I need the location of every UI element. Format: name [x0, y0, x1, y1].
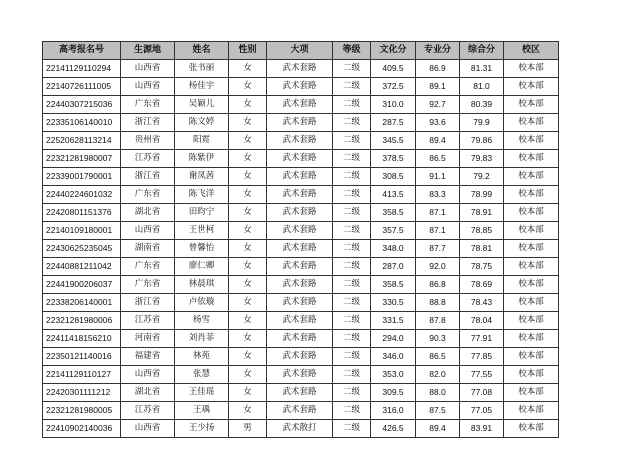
cell-gender: 女	[229, 150, 267, 168]
cell-composite-score: 77.05	[460, 402, 504, 420]
cell-specialty-score: 89.1	[416, 78, 460, 96]
table-row	[43, 78, 559, 96]
cell-event: 武术散打	[267, 420, 333, 438]
cell-event: 武术套路	[267, 402, 333, 420]
cell-campus: 校本部	[504, 96, 559, 114]
cell-level: 二级	[333, 384, 371, 402]
cell-origin-province: 江苏省	[121, 150, 175, 168]
cell-composite-score: 78.04	[460, 312, 504, 330]
table-row	[43, 168, 559, 186]
cell-composite-score: 79.83	[460, 150, 504, 168]
cell-origin-province: 山西省	[121, 78, 175, 96]
cell-gender: 女	[229, 258, 267, 276]
header-specialty-score: 专业分	[416, 42, 460, 60]
cell-origin-province: 贵州省	[121, 132, 175, 150]
cell-event: 武术套路	[267, 294, 333, 312]
cell-campus: 校本部	[504, 222, 559, 240]
cell-name: 张书丽	[175, 60, 229, 78]
cell-registration-number: 22321281980006	[43, 312, 121, 330]
cell-specialty-score: 87.7	[416, 240, 460, 258]
cell-name: 陈紫伊	[175, 150, 229, 168]
cell-campus: 校本部	[504, 348, 559, 366]
cell-name: 田昀宁	[175, 204, 229, 222]
admission-table	[42, 41, 559, 438]
cell-composite-score: 77.55	[460, 366, 504, 384]
cell-level: 二级	[333, 186, 371, 204]
cell-gender: 女	[229, 312, 267, 330]
cell-name: 张慧	[175, 366, 229, 384]
cell-academic-score: 358.5	[371, 204, 416, 222]
cell-level: 二级	[333, 222, 371, 240]
cell-origin-province: 广东省	[121, 276, 175, 294]
cell-gender: 女	[229, 168, 267, 186]
cell-origin-province: 浙江省	[121, 168, 175, 186]
cell-campus: 校本部	[504, 240, 559, 258]
cell-academic-score: 294.0	[371, 330, 416, 348]
cell-campus: 校本部	[504, 384, 559, 402]
cell-registration-number: 22420801151376	[43, 204, 121, 222]
cell-registration-number: 22440307215036	[43, 96, 121, 114]
cell-academic-score: 287.5	[371, 114, 416, 132]
cell-campus: 校本部	[504, 78, 559, 96]
cell-event: 武术套路	[267, 186, 333, 204]
cell-name: 吴颖儿	[175, 96, 229, 114]
cell-registration-number: 22440224601032	[43, 186, 121, 204]
cell-event: 武术套路	[267, 132, 333, 150]
cell-gender: 女	[229, 276, 267, 294]
cell-specialty-score: 87.1	[416, 222, 460, 240]
cell-level: 二级	[333, 312, 371, 330]
cell-name: 王佳瑶	[175, 384, 229, 402]
header-row	[43, 42, 559, 60]
cell-origin-province: 湖南省	[121, 240, 175, 258]
cell-event: 武术套路	[267, 222, 333, 240]
cell-registration-number: 22441900206037	[43, 276, 121, 294]
cell-specialty-score: 82.0	[416, 366, 460, 384]
cell-academic-score: 330.5	[371, 294, 416, 312]
cell-composite-score: 78.99	[460, 186, 504, 204]
cell-registration-number: 22420301111212	[43, 384, 121, 402]
cell-campus: 校本部	[504, 276, 559, 294]
cell-specialty-score: 86.5	[416, 348, 460, 366]
cell-academic-score: 346.0	[371, 348, 416, 366]
cell-origin-province: 广东省	[121, 258, 175, 276]
cell-level: 二级	[333, 78, 371, 96]
cell-gender: 女	[229, 384, 267, 402]
cell-registration-number: 22321281980005	[43, 402, 121, 420]
cell-gender: 女	[229, 186, 267, 204]
cell-campus: 校本部	[504, 168, 559, 186]
cell-event: 武术套路	[267, 258, 333, 276]
cell-academic-score: 357.5	[371, 222, 416, 240]
cell-composite-score: 79.9	[460, 114, 504, 132]
cell-gender: 女	[229, 240, 267, 258]
table-row	[43, 240, 559, 258]
table-row	[43, 186, 559, 204]
cell-composite-score: 77.91	[460, 330, 504, 348]
cell-name: 杨佳宇	[175, 78, 229, 96]
cell-name: 陈飞洋	[175, 186, 229, 204]
cell-origin-province: 福建省	[121, 348, 175, 366]
cell-academic-score: 331.5	[371, 312, 416, 330]
cell-origin-province: 浙江省	[121, 294, 175, 312]
cell-campus: 校本部	[504, 132, 559, 150]
cell-academic-score: 308.5	[371, 168, 416, 186]
cell-registration-number: 22440881211042	[43, 258, 121, 276]
cell-event: 武术套路	[267, 96, 333, 114]
cell-composite-score: 77.85	[460, 348, 504, 366]
cell-event: 武术套路	[267, 114, 333, 132]
cell-event: 武术套路	[267, 312, 333, 330]
cell-composite-score: 79.86	[460, 132, 504, 150]
cell-origin-province: 江苏省	[121, 312, 175, 330]
table-row	[43, 294, 559, 312]
cell-academic-score: 309.5	[371, 384, 416, 402]
cell-registration-number: 22140109180001	[43, 222, 121, 240]
cell-origin-province: 河南省	[121, 330, 175, 348]
cell-composite-score: 78.69	[460, 276, 504, 294]
cell-origin-province: 浙江省	[121, 114, 175, 132]
cell-gender: 女	[229, 402, 267, 420]
cell-origin-province: 山西省	[121, 222, 175, 240]
cell-name: 刘肖菲	[175, 330, 229, 348]
cell-campus: 校本部	[504, 366, 559, 384]
cell-event: 武术套路	[267, 276, 333, 294]
cell-event: 武术套路	[267, 384, 333, 402]
header-name: 姓名	[175, 42, 229, 60]
cell-level: 二级	[333, 204, 371, 222]
cell-specialty-score: 89.4	[416, 132, 460, 150]
table-row	[43, 132, 559, 150]
cell-specialty-score: 93.6	[416, 114, 460, 132]
table-row	[43, 402, 559, 420]
cell-origin-province: 江苏省	[121, 402, 175, 420]
header-campus: 校区	[504, 42, 559, 60]
cell-level: 二级	[333, 150, 371, 168]
cell-level: 二级	[333, 402, 371, 420]
cell-academic-score: 378.5	[371, 150, 416, 168]
cell-event: 武术套路	[267, 240, 333, 258]
cell-specialty-score: 86.9	[416, 60, 460, 78]
cell-event: 武术套路	[267, 78, 333, 96]
cell-name: 曾馨怡	[175, 240, 229, 258]
table-row	[43, 330, 559, 348]
cell-specialty-score: 87.5	[416, 402, 460, 420]
cell-academic-score: 316.0	[371, 402, 416, 420]
cell-specialty-score: 90.3	[416, 330, 460, 348]
cell-registration-number: 22141129110294	[43, 60, 121, 78]
cell-name: 王少扬	[175, 420, 229, 438]
cell-gender: 女	[229, 96, 267, 114]
cell-specialty-score: 86.5	[416, 150, 460, 168]
cell-specialty-score: 91.1	[416, 168, 460, 186]
cell-level: 二级	[333, 348, 371, 366]
cell-campus: 校本部	[504, 420, 559, 438]
cell-event: 武术套路	[267, 60, 333, 78]
cell-composite-score: 81.0	[460, 78, 504, 96]
cell-name: 林苑	[175, 348, 229, 366]
cell-composite-score: 78.81	[460, 240, 504, 258]
cell-campus: 校本部	[504, 402, 559, 420]
cell-event: 武术套路	[267, 348, 333, 366]
cell-registration-number: 22520628113214	[43, 132, 121, 150]
cell-gender: 女	[229, 114, 267, 132]
cell-campus: 校本部	[504, 258, 559, 276]
cell-event: 武术套路	[267, 330, 333, 348]
cell-composite-score: 78.43	[460, 294, 504, 312]
table-row	[43, 96, 559, 114]
cell-academic-score: 372.5	[371, 78, 416, 96]
cell-composite-score: 78.75	[460, 258, 504, 276]
table-row	[43, 276, 559, 294]
cell-level: 二级	[333, 294, 371, 312]
cell-origin-province: 山西省	[121, 60, 175, 78]
cell-registration-number: 22410902140036	[43, 420, 121, 438]
cell-name: 谢凤茜	[175, 168, 229, 186]
cell-level: 二级	[333, 132, 371, 150]
header-level: 等级	[333, 42, 371, 60]
cell-academic-score: 353.0	[371, 366, 416, 384]
table-row	[43, 114, 559, 132]
cell-specialty-score: 92.7	[416, 96, 460, 114]
cell-origin-province: 山西省	[121, 366, 175, 384]
table-row	[43, 384, 559, 402]
cell-name: 杨雪	[175, 312, 229, 330]
cell-level: 二级	[333, 366, 371, 384]
cell-specialty-score: 92.0	[416, 258, 460, 276]
cell-gender: 女	[229, 78, 267, 96]
cell-origin-province: 山西省	[121, 420, 175, 438]
header-origin-province: 生源地	[121, 42, 175, 60]
cell-registration-number: 22140726111005	[43, 78, 121, 96]
table-row	[43, 366, 559, 384]
cell-level: 二级	[333, 330, 371, 348]
cell-academic-score: 409.5	[371, 60, 416, 78]
cell-academic-score: 287.0	[371, 258, 416, 276]
cell-name: 王世柯	[175, 222, 229, 240]
table-row	[43, 312, 559, 330]
cell-event: 武术套路	[267, 168, 333, 186]
cell-specialty-score: 88.8	[416, 294, 460, 312]
header-academic-score: 文化分	[371, 42, 416, 60]
cell-level: 二级	[333, 96, 371, 114]
cell-campus: 校本部	[504, 204, 559, 222]
cell-specialty-score: 87.1	[416, 204, 460, 222]
cell-registration-number: 22350121140016	[43, 348, 121, 366]
cell-registration-number: 22141129110127	[43, 366, 121, 384]
cell-composite-score: 78.91	[460, 204, 504, 222]
cell-academic-score: 413.5	[371, 186, 416, 204]
cell-campus: 校本部	[504, 114, 559, 132]
cell-gender: 女	[229, 366, 267, 384]
table-row	[43, 222, 559, 240]
cell-composite-score: 83.91	[460, 420, 504, 438]
cell-campus: 校本部	[504, 312, 559, 330]
cell-level: 二级	[333, 276, 371, 294]
cell-event: 武术套路	[267, 366, 333, 384]
cell-academic-score: 310.0	[371, 96, 416, 114]
cell-composite-score: 81.31	[460, 60, 504, 78]
table-row	[43, 60, 559, 78]
cell-gender: 女	[229, 222, 267, 240]
cell-composite-score: 79.2	[460, 168, 504, 186]
table-row	[43, 204, 559, 222]
cell-level: 二级	[333, 420, 371, 438]
header-composite-score: 综合分	[460, 42, 504, 60]
cell-name: 林晨琪	[175, 276, 229, 294]
cell-origin-province: 广东省	[121, 186, 175, 204]
cell-gender: 女	[229, 294, 267, 312]
cell-registration-number: 22335106140010	[43, 114, 121, 132]
cell-composite-score: 77.08	[460, 384, 504, 402]
header-event: 大项	[267, 42, 333, 60]
cell-name: 阳霓	[175, 132, 229, 150]
cell-specialty-score: 87.8	[416, 312, 460, 330]
cell-composite-score: 78.85	[460, 222, 504, 240]
cell-academic-score: 358.5	[371, 276, 416, 294]
cell-origin-province: 湖北省	[121, 384, 175, 402]
table-row	[43, 258, 559, 276]
cell-campus: 校本部	[504, 186, 559, 204]
cell-event: 武术套路	[267, 150, 333, 168]
table-row	[43, 420, 559, 438]
cell-registration-number: 22411418156210	[43, 330, 121, 348]
cell-level: 二级	[333, 114, 371, 132]
header-gender: 性别	[229, 42, 267, 60]
cell-campus: 校本部	[504, 60, 559, 78]
table-row	[43, 348, 559, 366]
table-row	[43, 150, 559, 168]
cell-gender: 女	[229, 60, 267, 78]
cell-academic-score: 345.5	[371, 132, 416, 150]
cell-academic-score: 426.5	[371, 420, 416, 438]
cell-name: 陈文婷	[175, 114, 229, 132]
cell-name: 廖仁卿	[175, 258, 229, 276]
cell-gender: 女	[229, 204, 267, 222]
table-body	[43, 60, 559, 438]
cell-gender: 女	[229, 330, 267, 348]
cell-event: 武术套路	[267, 204, 333, 222]
cell-specialty-score: 86.8	[416, 276, 460, 294]
cell-registration-number: 22321281980007	[43, 150, 121, 168]
cell-gender: 男	[229, 420, 267, 438]
cell-name: 卢依璇	[175, 294, 229, 312]
cell-campus: 校本部	[504, 150, 559, 168]
cell-registration-number: 22339001790001	[43, 168, 121, 186]
cell-name: 王瑀	[175, 402, 229, 420]
cell-composite-score: 80.39	[460, 96, 504, 114]
cell-specialty-score: 83.3	[416, 186, 460, 204]
header-registration-number: 高考报名号	[43, 42, 121, 60]
cell-campus: 校本部	[504, 294, 559, 312]
cell-origin-province: 湖北省	[121, 204, 175, 222]
cell-gender: 女	[229, 348, 267, 366]
cell-level: 二级	[333, 258, 371, 276]
cell-level: 二级	[333, 240, 371, 258]
cell-specialty-score: 88.0	[416, 384, 460, 402]
cell-origin-province: 广东省	[121, 96, 175, 114]
cell-specialty-score: 89.4	[416, 420, 460, 438]
cell-academic-score: 348.0	[371, 240, 416, 258]
cell-registration-number: 22430625235045	[43, 240, 121, 258]
cell-level: 二级	[333, 168, 371, 186]
cell-registration-number: 22338206140001	[43, 294, 121, 312]
cell-gender: 女	[229, 132, 267, 150]
cell-campus: 校本部	[504, 330, 559, 348]
cell-level: 二级	[333, 60, 371, 78]
